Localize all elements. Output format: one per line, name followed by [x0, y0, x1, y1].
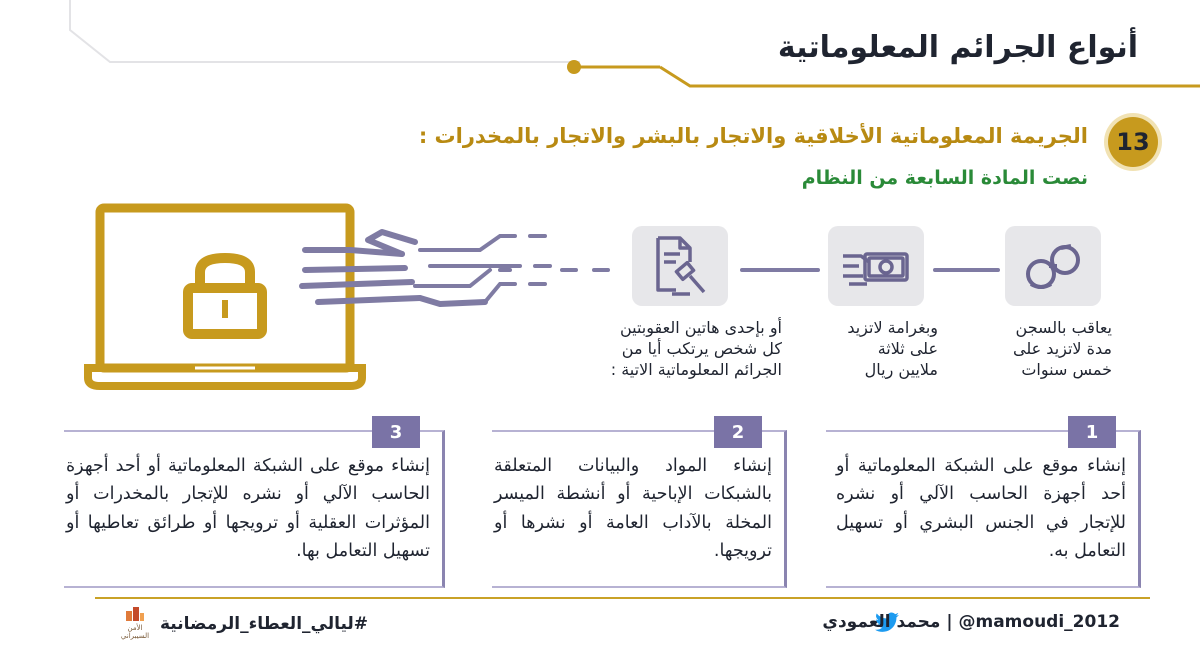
handcuffs-icon — [1021, 236, 1085, 296]
cybersecurity-logo — [118, 605, 152, 651]
crime-card-1-number: 1 — [1068, 416, 1116, 448]
top-frame-line — [70, 0, 580, 62]
gavel-document-icon — [650, 234, 710, 298]
title-underline-right — [660, 67, 1200, 86]
crime-card-3-number: 3 — [372, 416, 420, 448]
crime-card-3-text: إنشاء موقع على الشبكة المعلوماتية أو أحد أجهزة الحاسب الآلي أو نشره للإتجار بالمخدرات أو المؤثرات العقلية أو ترويجها أو طرائق تعاطيها أو تسهيل التعامل بها. — [66, 456, 430, 562]
penalty-icon-box-handcuffs — [1005, 226, 1101, 306]
money-icon — [839, 238, 913, 294]
logo-icon — [124, 605, 146, 625]
author-handle: محمد العمودي | @mamoudi_2012 — [822, 612, 1120, 632]
crime-card-3 — [64, 421, 445, 588]
section-subheading: نصت المادة السابعة من النظام — [801, 167, 1088, 189]
crime-card-1 — [826, 421, 1141, 588]
penalty-icon-box-money — [828, 226, 924, 306]
penalty-label-either-text: أو بإحدى هاتين العقوبتين كل شخص يرتكب أيا من الجرائم المعلوماتية الاتية : — [610, 318, 782, 379]
crime-card-1-text: إنشاء موقع على الشبكة المعلوماتية أو أحد أجهزة الحاسب الآلي أو نشره للإتجار في الجنس البشري أو تسهيل التعامل به. — [836, 456, 1126, 562]
crime-card-2 — [492, 421, 787, 588]
logo-text: الأمن السيبراني — [120, 624, 150, 640]
penalty-label-fine-text: وبغرامة لاتزيد على ثلاثة ملايين ريال — [847, 318, 938, 379]
penalty-icon-box-gavel — [632, 226, 728, 306]
section-heading: الجريمة المعلوماتية الأخلاقية والاتجار بالبشر والاتجار بالمخدرات : — [418, 124, 1088, 148]
penalty-label-prison — [1013, 318, 1112, 380]
penalty-label-prison-text: يعاقب بالسجن مدة لاتزيد على خمس سنوات — [1013, 318, 1112, 379]
hashtag-text: #ليالي_العطاء_الرمضانية — [160, 614, 369, 634]
page-title: أنواع الجرائم المعلوماتية — [777, 30, 1138, 65]
crime-card-2-number: 2 — [714, 416, 762, 448]
penalty-label-fine — [847, 318, 938, 380]
penalty-label-either — [611, 318, 782, 380]
title-underline-dot — [567, 60, 581, 74]
laptop-lock-icon — [88, 208, 362, 386]
section-number-badge: 13 — [1108, 117, 1158, 167]
crime-card-2-text: إنشاء المواد والبيانات المتعلقة بالشبكات الإباحية أو أنشطة الميسر المخلة بالآداب العامة أو نشرها أو ترويجها. — [494, 456, 772, 562]
